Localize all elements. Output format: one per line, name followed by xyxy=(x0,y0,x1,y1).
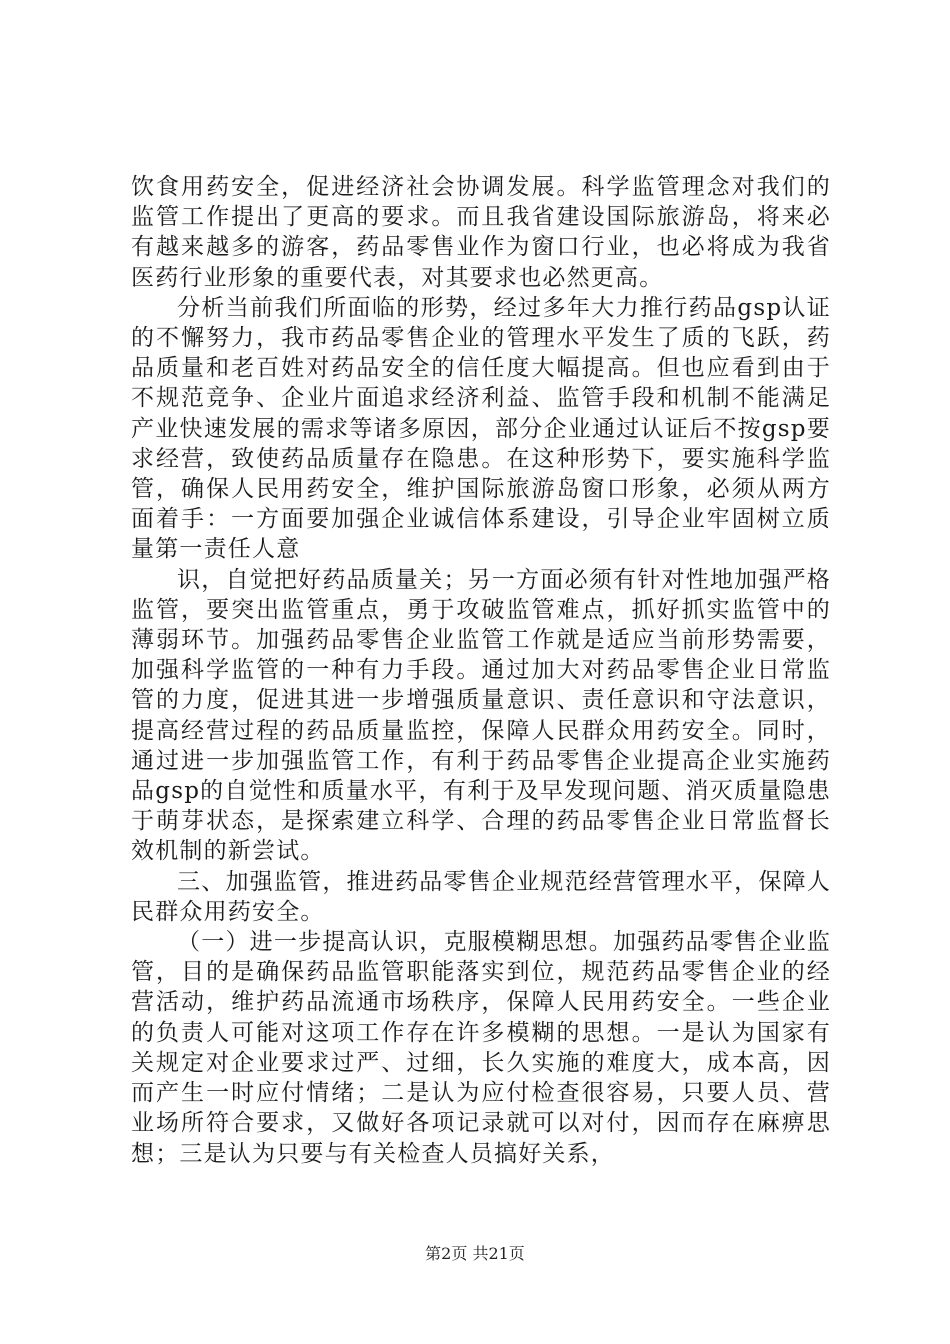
paragraph-1: 饮食用药安全，促进经济社会协调发展。科学监管理念对我们的监管工作提出了更高的要求。而且我省建设国际旅游岛，将来必有越来越多的游客，药品零售业作为窗口行业，也必将成为我省医药行业形象的重要代表，对其要求也必然更高。 xyxy=(131,174,831,291)
document-body xyxy=(131,172,831,1169)
page-number-footer: 第2页 共21页 xyxy=(425,1244,525,1263)
paragraph-4-section-heading: 三、加强监管，推进药品零售企业规范经营管理水平，保障人民群众用药安全。 xyxy=(131,868,831,925)
paragraph-3: 识，自觉把好药品质量关；另一方面必须有针对性地加强严格监管，要突出监管重点，勇于攻破监管难点，抓好抓实监管中的薄弱环节。加强药品零售企业监管工作就是适应当前形势需要，加强科学监管的一种有力手段。通过加大对药品零售企业日常监管的力度，促进其进一步增强质量意识、责任意识和守法意识，提高经营过程的药品质量监控，保障人民群众用药安全。同时，通过进一步加强监管工作，有利于药品零售企业提高企业实施药品gsp的自觉性和质量水平，有利于及早发现问题、消灭质量隐患于萌芽状态，是探索建立科学、合理的药品零售企业日常监督长效机制的新尝试。 xyxy=(131,566,831,865)
paragraph-2: 分析当前我们所面临的形势，经过多年大力推行药品gsp认证的不懈努力，我市药品零售企业的管理水平发生了质的飞跃，药品质量和老百姓对药品安全的信任度大幅提高。但也应看到由于不规范竞争、企业片面追求经济利益、监管手段和机制不能满足产业快速发展的需求等诸多原因，部分企业通过认证后不按gsp要求经营，致使药品质量存在隐患。在这种形势下，要实施科学监管，确保人民用药安全，维护国际旅游岛窗口形象，必须从两方面着手：一方面要加强企业诚信体系建设，引导企业牢固树立质量第一责任人意 xyxy=(131,294,831,563)
paragraph-5: （一）进一步提高认识，克服模糊思想。加强药品零售企业监管，目的是确保药品监管职能落实到位，规范药品零售企业的经营活动，维护药品流通市场秩序，保障人民用药安全。一些企业的负责人可能对这项工作存在许多模糊的思想。一是认为国家有关规定对企业要求过严、过细，长久实施的难度大，成本高，因而产生一时应付情绪；二是认为应付检查很容易，只要人员、营业场所符合要求，又做好各项记录就可以对付，因而存在麻痹思想；三是认为只要与有关检查人员搞好关系， xyxy=(131,929,831,1167)
